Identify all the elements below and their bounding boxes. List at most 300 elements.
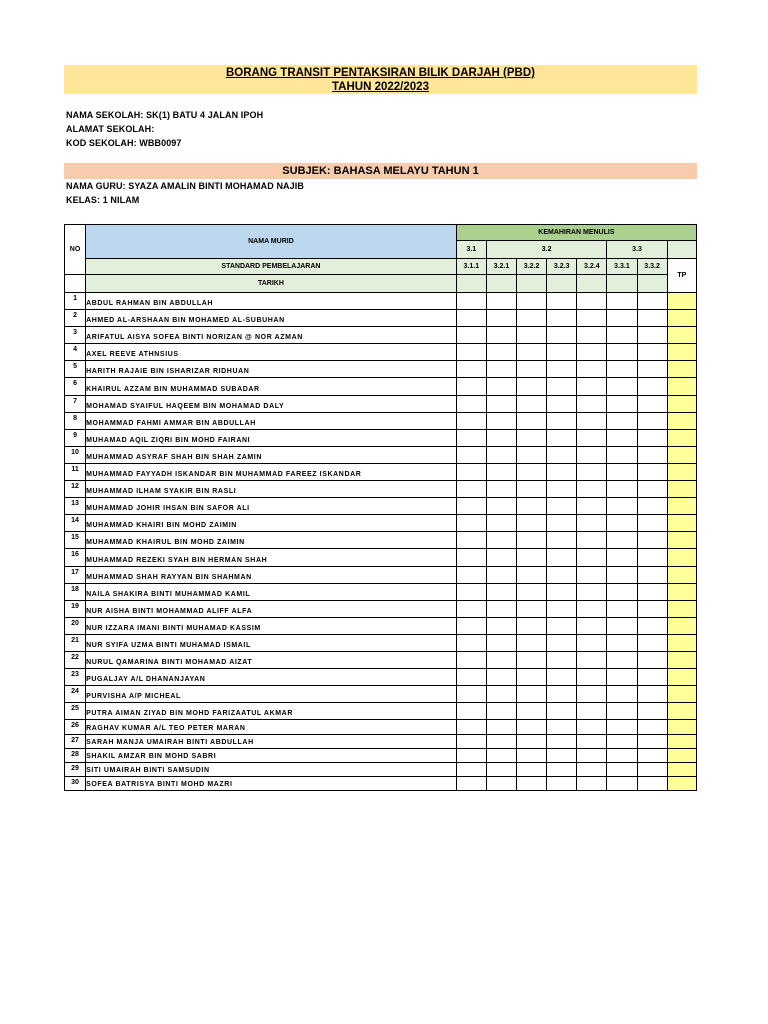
score-cell[interactable] <box>577 651 607 668</box>
tarikh-cell[interactable] <box>547 275 577 293</box>
score-cell[interactable] <box>547 669 577 686</box>
score-cell[interactable] <box>547 720 577 734</box>
score-cell[interactable] <box>456 703 486 720</box>
score-cell[interactable] <box>637 532 667 549</box>
score-cell[interactable] <box>517 481 547 498</box>
score-cell[interactable] <box>577 734 607 748</box>
score-cell[interactable] <box>517 777 547 791</box>
score-cell[interactable] <box>456 600 486 617</box>
score-cell[interactable] <box>607 446 637 463</box>
score-cell[interactable] <box>486 378 516 395</box>
score-cell[interactable] <box>486 327 516 344</box>
student-name: MOHAMMAD FAHMI AMMAR BIN ABDULLAH <box>86 412 457 429</box>
score-cell[interactable] <box>547 463 577 480</box>
score-cell[interactable] <box>547 327 577 344</box>
score-cell[interactable] <box>456 463 486 480</box>
score-cell[interactable] <box>607 703 637 720</box>
table-row <box>65 703 697 720</box>
tp-cell[interactable] <box>667 481 696 498</box>
student-name: SARAH MANJA UMAIRAH BINTI ABDULLAH <box>86 734 457 748</box>
score-cell[interactable] <box>486 429 516 446</box>
tp-cell[interactable] <box>667 720 696 734</box>
score-cell[interactable] <box>577 777 607 791</box>
score-cell[interactable] <box>517 651 547 668</box>
score-cell[interactable] <box>607 734 637 748</box>
student-no: 6 <box>65 378 86 395</box>
score-cell[interactable] <box>517 446 547 463</box>
score-cell[interactable] <box>637 549 667 566</box>
score-cell[interactable] <box>456 344 486 361</box>
student-name: ARIFATUL AISYA SOFEA BINTI NORIZAN @ NOR AZMAN <box>86 327 457 344</box>
score-cell[interactable] <box>637 566 667 583</box>
score-cell[interactable] <box>577 669 607 686</box>
score-cell[interactable] <box>486 361 516 378</box>
score-cell[interactable] <box>517 532 547 549</box>
score-cell[interactable] <box>607 327 637 344</box>
score-cell[interactable] <box>456 651 486 668</box>
score-cell[interactable] <box>577 748 607 762</box>
score-cell[interactable] <box>637 463 667 480</box>
tp-cell[interactable] <box>667 293 696 310</box>
tp-cell[interactable] <box>667 327 696 344</box>
tp-cell[interactable] <box>667 429 696 446</box>
score-cell[interactable] <box>577 429 607 446</box>
score-cell[interactable] <box>486 600 516 617</box>
score-cell[interactable] <box>607 748 637 762</box>
score-cell[interactable] <box>486 446 516 463</box>
score-cell[interactable] <box>607 651 637 668</box>
tp-cell[interactable] <box>667 361 696 378</box>
tp-cell[interactable] <box>667 310 696 327</box>
form-title: BORANG TRANSIT PENTAKSIRAN BILIK DARJAH (PBD) <box>225 67 535 79</box>
student-no: 1 <box>65 293 86 310</box>
table-row <box>65 651 697 668</box>
score-cell[interactable] <box>637 762 667 776</box>
score-cell[interactable] <box>607 566 637 583</box>
score-cell[interactable] <box>517 344 547 361</box>
score-cell[interactable] <box>607 583 637 600</box>
score-cell[interactable] <box>517 748 547 762</box>
score-cell[interactable] <box>456 293 486 310</box>
score-cell[interactable] <box>456 310 486 327</box>
score-cell[interactable] <box>607 669 637 686</box>
score-cell[interactable] <box>456 617 486 634</box>
score-cell[interactable] <box>637 617 667 634</box>
score-cell[interactable] <box>637 777 667 791</box>
tp-cell[interactable] <box>667 686 696 703</box>
score-cell[interactable] <box>486 481 516 498</box>
score-cell[interactable] <box>547 293 577 310</box>
score-cell[interactable] <box>456 549 486 566</box>
score-cell[interactable] <box>637 429 667 446</box>
table-row <box>65 498 697 515</box>
score-cell[interactable] <box>517 762 547 776</box>
score-cell[interactable] <box>577 617 607 634</box>
header-group-blank <box>667 241 696 259</box>
score-cell[interactable] <box>486 515 516 532</box>
tarikh-cell[interactable] <box>607 275 637 293</box>
score-cell[interactable] <box>607 634 637 651</box>
score-cell[interactable] <box>517 617 547 634</box>
score-cell[interactable] <box>517 549 547 566</box>
tp-cell[interactable] <box>667 777 696 791</box>
tp-cell[interactable] <box>667 498 696 515</box>
score-cell[interactable] <box>486 734 516 748</box>
table-row <box>65 617 697 634</box>
score-cell[interactable] <box>456 734 486 748</box>
table-row <box>65 429 697 446</box>
student-name: PUTRA AIMAN ZIYAD BIN MOHD FARIZAATUL AKMAR <box>86 703 457 720</box>
score-cell[interactable] <box>577 515 607 532</box>
score-cell[interactable] <box>637 720 667 734</box>
header-group-3-1: 3.1 <box>456 241 486 259</box>
score-cell[interactable] <box>486 395 516 412</box>
table-row <box>65 463 697 480</box>
tp-cell[interactable] <box>667 463 696 480</box>
student-no: 29 <box>65 762 86 776</box>
tp-cell[interactable] <box>667 532 696 549</box>
table-row <box>65 395 697 412</box>
tarikh-cell[interactable] <box>577 275 607 293</box>
score-cell[interactable] <box>456 720 486 734</box>
tp-cell[interactable] <box>667 634 696 651</box>
header-nama-murid: NAMA MURID <box>86 225 457 259</box>
score-cell[interactable] <box>577 549 607 566</box>
student-name: NURUL QAMARINA BINTI MOHAMAD AIZAT <box>86 651 457 668</box>
score-cell[interactable] <box>607 481 637 498</box>
score-cell[interactable] <box>607 361 637 378</box>
score-cell[interactable] <box>456 669 486 686</box>
score-cell[interactable] <box>607 412 637 429</box>
score-cell[interactable] <box>456 532 486 549</box>
score-cell[interactable] <box>486 617 516 634</box>
tp-cell[interactable] <box>667 549 696 566</box>
score-cell[interactable] <box>637 293 667 310</box>
score-cell[interactable] <box>607 617 637 634</box>
score-cell[interactable] <box>456 777 486 791</box>
table-row <box>65 310 697 327</box>
score-cell[interactable] <box>547 361 577 378</box>
score-cell[interactable] <box>577 583 607 600</box>
tp-cell[interactable] <box>667 734 696 748</box>
score-cell[interactable] <box>517 583 547 600</box>
score-cell[interactable] <box>547 777 577 791</box>
student-name: MUHAMMAD JOHIR IHSAN BIN SAFOR ALI <box>86 498 457 515</box>
score-cell[interactable] <box>577 310 607 327</box>
header-group-3-2: 3.2 <box>486 241 607 259</box>
score-cell[interactable] <box>456 686 486 703</box>
score-cell[interactable] <box>577 566 607 583</box>
score-cell[interactable] <box>607 515 637 532</box>
score-cell[interactable] <box>456 395 486 412</box>
score-cell[interactable] <box>637 748 667 762</box>
score-cell[interactable] <box>547 686 577 703</box>
table-row <box>65 720 697 734</box>
score-cell[interactable] <box>486 498 516 515</box>
score-cell[interactable] <box>486 777 516 791</box>
tp-cell[interactable] <box>667 762 696 776</box>
tp-cell[interactable] <box>667 651 696 668</box>
score-cell[interactable] <box>637 378 667 395</box>
score-cell[interactable] <box>607 532 637 549</box>
score-cell[interactable] <box>607 498 637 515</box>
score-cell[interactable] <box>637 446 667 463</box>
score-cell[interactable] <box>637 600 667 617</box>
score-cell[interactable] <box>577 762 607 776</box>
score-cell[interactable] <box>637 498 667 515</box>
table-row <box>65 344 697 361</box>
score-cell[interactable] <box>547 498 577 515</box>
table-row <box>65 446 697 463</box>
score-cell[interactable] <box>607 429 637 446</box>
student-no: 12 <box>65 481 86 498</box>
score-cell[interactable] <box>577 446 607 463</box>
score-cell[interactable] <box>486 703 516 720</box>
score-cell[interactable] <box>577 481 607 498</box>
score-cell[interactable] <box>607 686 637 703</box>
student-no: 28 <box>65 748 86 762</box>
score-cell[interactable] <box>577 293 607 310</box>
score-cell[interactable] <box>486 293 516 310</box>
score-cell[interactable] <box>637 327 667 344</box>
tp-cell[interactable] <box>667 412 696 429</box>
score-cell[interactable] <box>456 762 486 776</box>
header-no: NO <box>65 225 86 275</box>
score-cell[interactable] <box>517 361 547 378</box>
score-cell[interactable] <box>637 634 667 651</box>
score-cell[interactable] <box>607 344 637 361</box>
score-cell[interactable] <box>486 412 516 429</box>
table-row <box>65 669 697 686</box>
score-cell[interactable] <box>577 634 607 651</box>
score-cell[interactable] <box>517 703 547 720</box>
score-cell[interactable] <box>577 378 607 395</box>
score-cell[interactable] <box>547 703 577 720</box>
score-cell[interactable] <box>607 310 637 327</box>
header-tp: TP <box>667 259 696 293</box>
score-cell[interactable] <box>577 720 607 734</box>
score-cell[interactable] <box>607 378 637 395</box>
score-cell[interactable] <box>577 412 607 429</box>
score-cell[interactable] <box>456 583 486 600</box>
score-cell[interactable] <box>547 651 577 668</box>
score-cell[interactable] <box>637 515 667 532</box>
score-cell[interactable] <box>517 734 547 748</box>
score-cell[interactable] <box>607 395 637 412</box>
table-row <box>65 532 697 549</box>
student-name: RAGHAV KUMAR A/L TEO PETER MARAN <box>86 720 457 734</box>
score-cell[interactable] <box>607 762 637 776</box>
score-cell[interactable] <box>607 463 637 480</box>
student-name: SOFEA BATRISYA BINTI MOHD MAZRI <box>86 777 457 791</box>
score-cell[interactable] <box>486 566 516 583</box>
score-cell[interactable] <box>637 651 667 668</box>
score-cell[interactable] <box>517 293 547 310</box>
tp-cell[interactable] <box>667 378 696 395</box>
tp-cell[interactable] <box>667 748 696 762</box>
tp-cell[interactable] <box>667 344 696 361</box>
score-cell[interactable] <box>456 361 486 378</box>
student-no: 2 <box>65 310 86 327</box>
student-name: KHAIRUL AZZAM BIN MUHAMMAD SUBADAR <box>86 378 457 395</box>
tp-cell[interactable] <box>667 395 696 412</box>
score-cell[interactable] <box>547 429 577 446</box>
tarikh-cell[interactable] <box>637 275 667 293</box>
score-cell[interactable] <box>637 686 667 703</box>
header-kemahiran: KEMAHIRAN MENULIS <box>456 225 696 241</box>
student-rows <box>65 293 697 791</box>
student-no: 5 <box>65 361 86 378</box>
score-cell[interactable] <box>637 583 667 600</box>
score-cell[interactable] <box>517 498 547 515</box>
score-cell[interactable] <box>547 532 577 549</box>
score-cell[interactable] <box>456 446 486 463</box>
score-cell[interactable] <box>637 703 667 720</box>
score-cell[interactable] <box>456 481 486 498</box>
score-cell[interactable] <box>486 720 516 734</box>
score-cell[interactable] <box>517 429 547 446</box>
table-row <box>65 734 697 748</box>
score-cell[interactable] <box>456 566 486 583</box>
tp-cell[interactable] <box>667 617 696 634</box>
score-cell[interactable] <box>547 515 577 532</box>
score-cell[interactable] <box>486 583 516 600</box>
score-cell[interactable] <box>547 634 577 651</box>
score-cell[interactable] <box>547 344 577 361</box>
score-cell[interactable] <box>547 734 577 748</box>
score-cell[interactable] <box>637 310 667 327</box>
score-cell[interactable] <box>517 686 547 703</box>
score-cell[interactable] <box>607 293 637 310</box>
score-cell[interactable] <box>517 515 547 532</box>
score-cell[interactable] <box>607 720 637 734</box>
score-cell[interactable] <box>637 412 667 429</box>
tp-cell[interactable] <box>667 515 696 532</box>
score-cell[interactable] <box>517 378 547 395</box>
score-cell[interactable] <box>517 463 547 480</box>
score-cell[interactable] <box>486 762 516 776</box>
score-cell[interactable] <box>547 446 577 463</box>
score-cell[interactable] <box>637 361 667 378</box>
score-cell[interactable] <box>637 734 667 748</box>
score-cell[interactable] <box>547 310 577 327</box>
tarikh-cell[interactable] <box>486 275 516 293</box>
score-cell[interactable] <box>456 748 486 762</box>
table-row <box>65 293 697 310</box>
score-cell[interactable] <box>547 378 577 395</box>
score-cell[interactable] <box>517 412 547 429</box>
student-name: HARITH RAJAIE BIN ISHARIZAR RIDHUAN <box>86 361 457 378</box>
score-cell[interactable] <box>456 412 486 429</box>
score-cell[interactable] <box>577 498 607 515</box>
student-no: 20 <box>65 617 86 634</box>
score-cell[interactable] <box>577 686 607 703</box>
score-cell[interactable] <box>577 703 607 720</box>
score-cell[interactable] <box>577 327 607 344</box>
score-cell[interactable] <box>607 777 637 791</box>
score-cell[interactable] <box>607 600 637 617</box>
score-cell[interactable] <box>577 395 607 412</box>
student-name: MUHAMMAD SHAH RAYYAN BIN SHAHMAN <box>86 566 457 583</box>
score-cell[interactable] <box>456 327 486 344</box>
header-tarikh: TARIKH <box>86 275 457 293</box>
score-cell[interactable] <box>486 748 516 762</box>
header-code: 3.3.1 <box>607 259 637 275</box>
score-cell[interactable] <box>486 669 516 686</box>
score-cell[interactable] <box>637 481 667 498</box>
table-row <box>65 566 697 583</box>
score-cell[interactable] <box>547 566 577 583</box>
score-cell[interactable] <box>547 583 577 600</box>
score-cell[interactable] <box>456 634 486 651</box>
score-cell[interactable] <box>637 344 667 361</box>
score-cell[interactable] <box>517 327 547 344</box>
tp-cell[interactable] <box>667 583 696 600</box>
score-cell[interactable] <box>517 634 547 651</box>
student-name: ABDUL RAHMAN BIN ABDULLAH <box>86 293 457 310</box>
score-cell[interactable] <box>486 344 516 361</box>
score-cell[interactable] <box>577 532 607 549</box>
score-cell[interactable] <box>637 395 667 412</box>
score-cell[interactable] <box>486 634 516 651</box>
tp-cell[interactable] <box>667 446 696 463</box>
tp-cell[interactable] <box>667 669 696 686</box>
tarikh-cell[interactable] <box>456 275 486 293</box>
tarikh-cell[interactable] <box>517 275 547 293</box>
student-no: 16 <box>65 549 86 566</box>
score-cell[interactable] <box>547 412 577 429</box>
score-cell[interactable] <box>486 532 516 549</box>
score-cell[interactable] <box>547 549 577 566</box>
score-cell[interactable] <box>456 429 486 446</box>
score-cell[interactable] <box>547 748 577 762</box>
score-cell[interactable] <box>517 395 547 412</box>
score-cell[interactable] <box>607 549 637 566</box>
tp-cell[interactable] <box>667 703 696 720</box>
table-row <box>65 549 697 566</box>
tp-cell[interactable] <box>667 600 696 617</box>
score-cell[interactable] <box>517 566 547 583</box>
student-name: MUHAMAD AQIL ZIQRI BIN MOHD FAIRANI <box>86 429 457 446</box>
score-cell[interactable] <box>577 344 607 361</box>
score-cell[interactable] <box>486 463 516 480</box>
tp-cell[interactable] <box>667 566 696 583</box>
score-cell[interactable] <box>456 515 486 532</box>
table-row <box>65 481 697 498</box>
score-cell[interactable] <box>517 600 547 617</box>
score-cell[interactable] <box>486 310 516 327</box>
score-cell[interactable] <box>547 762 577 776</box>
score-cell[interactable] <box>517 720 547 734</box>
score-cell[interactable] <box>456 498 486 515</box>
score-cell[interactable] <box>456 378 486 395</box>
score-cell[interactable] <box>547 481 577 498</box>
score-cell[interactable] <box>486 686 516 703</box>
score-cell[interactable] <box>486 651 516 668</box>
score-cell[interactable] <box>547 600 577 617</box>
score-cell[interactable] <box>517 669 547 686</box>
score-cell[interactable] <box>577 463 607 480</box>
score-cell[interactable] <box>547 395 577 412</box>
score-cell[interactable] <box>517 310 547 327</box>
header-code: 3.1.1 <box>456 259 486 275</box>
score-cell[interactable] <box>577 361 607 378</box>
table-row <box>65 600 697 617</box>
score-cell[interactable] <box>637 669 667 686</box>
score-cell[interactable] <box>486 549 516 566</box>
score-cell[interactable] <box>547 617 577 634</box>
score-cell[interactable] <box>577 600 607 617</box>
